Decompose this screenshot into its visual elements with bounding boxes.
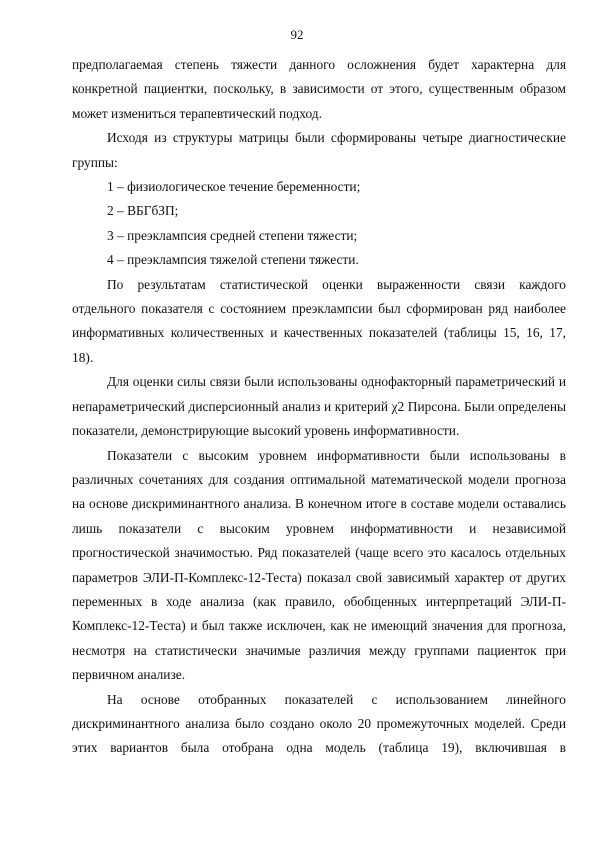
document-body bbox=[72, 53, 566, 761]
paragraph-model-construction: Показатели с высоким уровнем информативности были использованы в различных сочетаниях для создания оптимальной математической модели прогноза на основе дискриминантного анализа. В конечном итоге в составе модели оставались лишь показатели с высоким уровнем информативности и независимой прогностической значимостью. Ряд показателей (чаще всего это касалось отдельных параметров ЭЛИ-П-Комплекс-12-Теста) показал свой зависимый характер от других переменных в ходе анализа (как правило, обобщенных интерпретаций ЭЛИ-П-Комплекс-12-Теста) и был также исключен, как не имеющий значения для прогноза, несмотря на статистически значимые различия между группами пациенток при первичном анализе. bbox=[72, 447, 566, 683]
list-item-group-1: 1 – физиологическое течение беременности; bbox=[107, 179, 361, 195]
list-item-group-3: 3 – преэклампсия средней степени тяжести; bbox=[107, 227, 358, 243]
paragraph-diagnostic-groups-intro: Исходя из структуры матрицы были сформированы четыре диагностические группы: bbox=[72, 130, 566, 170]
paragraph-severity-continuation: предполагаемая степень тяжести данного осложнения будет характерна для конкретной пациентки, поскольку, в зависимости от этого, существенным образом может измениться терапевтический подход. bbox=[72, 57, 566, 121]
paragraph-statistical-evaluation: По результатам статистической оценки выраженности связи каждого отдельного показателя с состоянием преэклампсии был сформирован ряд наиболее информативных количественных и качественных показателей (таблицы 15, 16, 17, 18). bbox=[72, 276, 566, 365]
list-item-group-2: 2 – ВБГбЗП; bbox=[107, 203, 179, 219]
page-number: 92 bbox=[290, 27, 304, 42]
paragraph-discriminant-models: На основе отобранных показателей с использованием линейного дискриминантного анализа было создано около 20 промежуточных моделей. Среди этих вариантов была отобрана одна модель (таблица 19), включившая в bbox=[72, 691, 566, 756]
list-item-group-4: 4 – преэклампсия тяжелой степени тяжести. bbox=[107, 252, 359, 268]
paragraph-association-strength: Для оценки силы связи были использованы однофакторный параметрический и непараметрический дисперсионный анализ и критерий χ2 Пирсона. Были определены показатели, демонстрирующие высокий уровень информативности. bbox=[72, 374, 566, 439]
